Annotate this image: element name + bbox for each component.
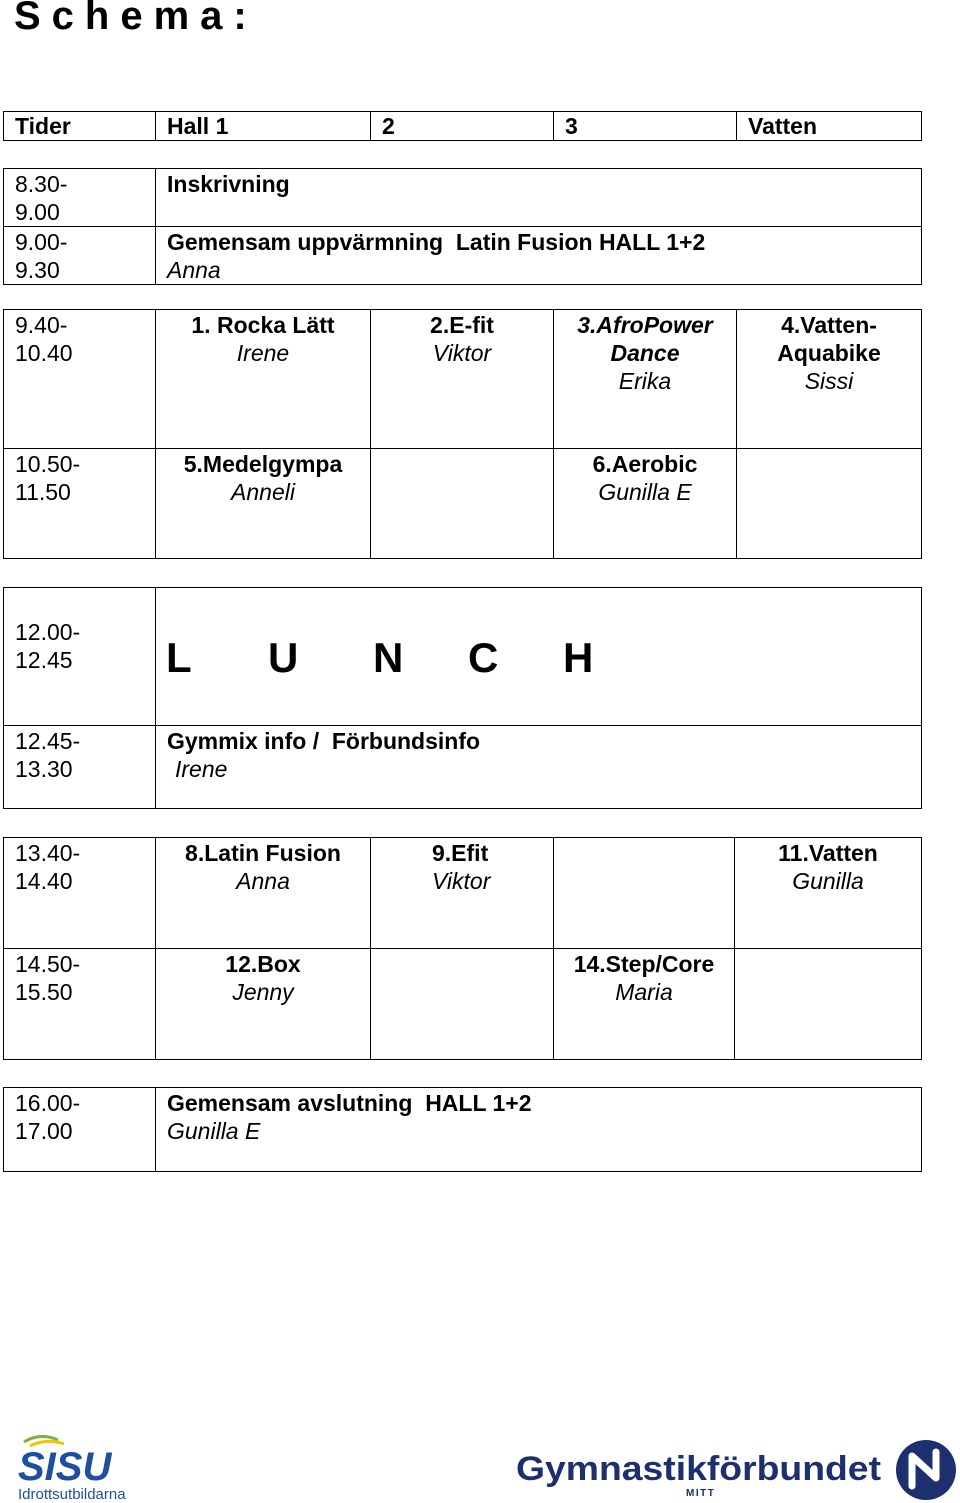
time-start: 12.45- — [15, 728, 81, 754]
session-title-cont: Dance — [610, 340, 680, 366]
activity-title: Inskrivning — [167, 171, 290, 197]
session-leader: Viktor — [432, 340, 492, 366]
session-title: 2.E-fit — [430, 312, 494, 338]
header-vatten: Vatten — [737, 112, 922, 141]
activity-cell — [156, 726, 922, 809]
activity-cell — [156, 227, 922, 285]
header-hall1: Hall 1 — [156, 112, 371, 141]
session-title: 8.Latin Fusion — [185, 840, 341, 866]
session-vatten — [735, 838, 922, 949]
lunch-cell — [156, 588, 922, 726]
session-hall2 — [371, 310, 554, 449]
gym-emblem-icon — [896, 1440, 956, 1500]
time-start: 13.40- — [15, 840, 81, 866]
page-title: Schema: — [14, 0, 258, 38]
session-hall3 — [554, 949, 735, 1060]
activity-title: Gemensam uppvärmning Latin Fusion HALL 1+2 — [167, 229, 706, 255]
session-leader: Erika — [618, 368, 672, 394]
lunch-letter: N — [373, 634, 404, 681]
session-title: 1. Rocka Lätt — [191, 312, 335, 338]
activity-leader: Gunilla E — [167, 1118, 261, 1144]
schedule-block-5 — [3, 1087, 922, 1172]
activity-leader: Anna — [167, 257, 221, 283]
time-cell — [4, 169, 156, 227]
schedule-block-4 — [3, 837, 922, 1060]
gymnastikforbundet-logo — [514, 1440, 960, 1500]
session-hall1 — [156, 949, 371, 1060]
session-hall3-empty — [554, 838, 735, 949]
session-hall2-empty — [371, 949, 554, 1060]
session-leader: Gunilla — [792, 868, 864, 894]
session-hall1 — [156, 838, 371, 949]
time-end: 9.30 — [15, 257, 60, 283]
time-cell — [4, 588, 156, 726]
activity-leader: Irene — [175, 756, 228, 782]
header-hall3: 3 — [554, 112, 737, 141]
session-hall3 — [554, 310, 737, 449]
time-end: 11.50 — [15, 479, 71, 505]
session-leader: Gunilla E — [598, 479, 692, 505]
lunch-letter: C — [468, 634, 499, 681]
session-title: 3.AfroPower — [577, 312, 713, 338]
activity-title: Gymmix info / Förbundsinfo — [167, 728, 481, 754]
activity-cell — [156, 169, 922, 227]
time-start: 8.30- — [15, 171, 68, 197]
session-title-cont: Aquabike — [777, 340, 881, 366]
time-cell — [4, 449, 156, 559]
session-leader: Irene — [236, 340, 290, 366]
time-end: 9.00 — [15, 199, 60, 225]
session-hall2-empty — [371, 449, 554, 559]
gym-logo-name: Gymnastikförbundet — [516, 1450, 881, 1488]
session-title: 12.Box — [225, 951, 301, 977]
session-leader: Maria — [615, 979, 673, 1005]
time-start: 10.50- — [15, 451, 81, 477]
time-cell — [4, 1088, 156, 1172]
time-cell — [4, 949, 156, 1060]
schedule-header — [3, 111, 922, 141]
time-end: 17.00 — [15, 1118, 73, 1144]
sisu-logo — [16, 1434, 146, 1502]
lunch-letter: U — [268, 634, 299, 681]
session-leader: Jenny — [232, 979, 294, 1005]
sisu-logo-sub: Idrottsutbildarna — [18, 1486, 126, 1502]
time-start: 16.00- — [15, 1090, 81, 1116]
session-hall1 — [156, 449, 371, 559]
header-hall2: 2 — [371, 112, 554, 141]
session-hall2 — [371, 838, 554, 949]
session-leader: Anna — [236, 868, 290, 894]
time-cell — [4, 838, 156, 949]
session-title: 6.Aerobic — [592, 451, 698, 477]
time-start: 9.00- — [15, 229, 68, 255]
session-leader: Sissi — [804, 368, 854, 394]
schedule-block-3 — [3, 587, 922, 809]
session-vatten-empty — [737, 449, 922, 559]
sisu-logo-name: SISU — [18, 1445, 112, 1489]
time-end: 13.30 — [15, 756, 73, 782]
time-cell — [4, 310, 156, 449]
session-title: 4.Vatten- — [781, 312, 877, 338]
session-hall3 — [554, 449, 737, 559]
lunch-letter: L — [166, 634, 192, 681]
header-times: Tider — [4, 112, 156, 141]
schedule-block-1 — [3, 168, 922, 285]
session-title: 11.Vatten — [778, 840, 878, 866]
session-vatten — [737, 310, 922, 449]
time-end: 12.45 — [15, 647, 73, 673]
time-end: 14.40 — [15, 868, 73, 894]
schedule-block-2 — [3, 309, 922, 559]
activity-title: Gemensam avslutning HALL 1+2 — [167, 1090, 532, 1116]
time-end: 10.40 — [15, 340, 73, 366]
session-title: 14.Step/Core — [573, 951, 715, 977]
session-vatten-empty — [735, 949, 922, 1060]
activity-cell — [156, 1088, 922, 1172]
time-start: 14.50- — [15, 951, 81, 977]
session-leader: Viktor — [432, 868, 491, 894]
lunch-letter: H — [563, 634, 594, 681]
session-leader: Anneli — [231, 479, 295, 505]
gym-logo-sub: MITT — [686, 1488, 716, 1499]
session-title: 5.Medelgympa — [183, 451, 343, 477]
time-cell — [4, 227, 156, 285]
time-cell — [4, 726, 156, 809]
time-start: 9.40- — [15, 312, 68, 338]
session-hall1 — [156, 310, 371, 449]
session-title: 9.Efit — [432, 840, 489, 866]
time-end: 15.50 — [15, 979, 73, 1005]
time-start: 12.00- — [15, 619, 81, 645]
